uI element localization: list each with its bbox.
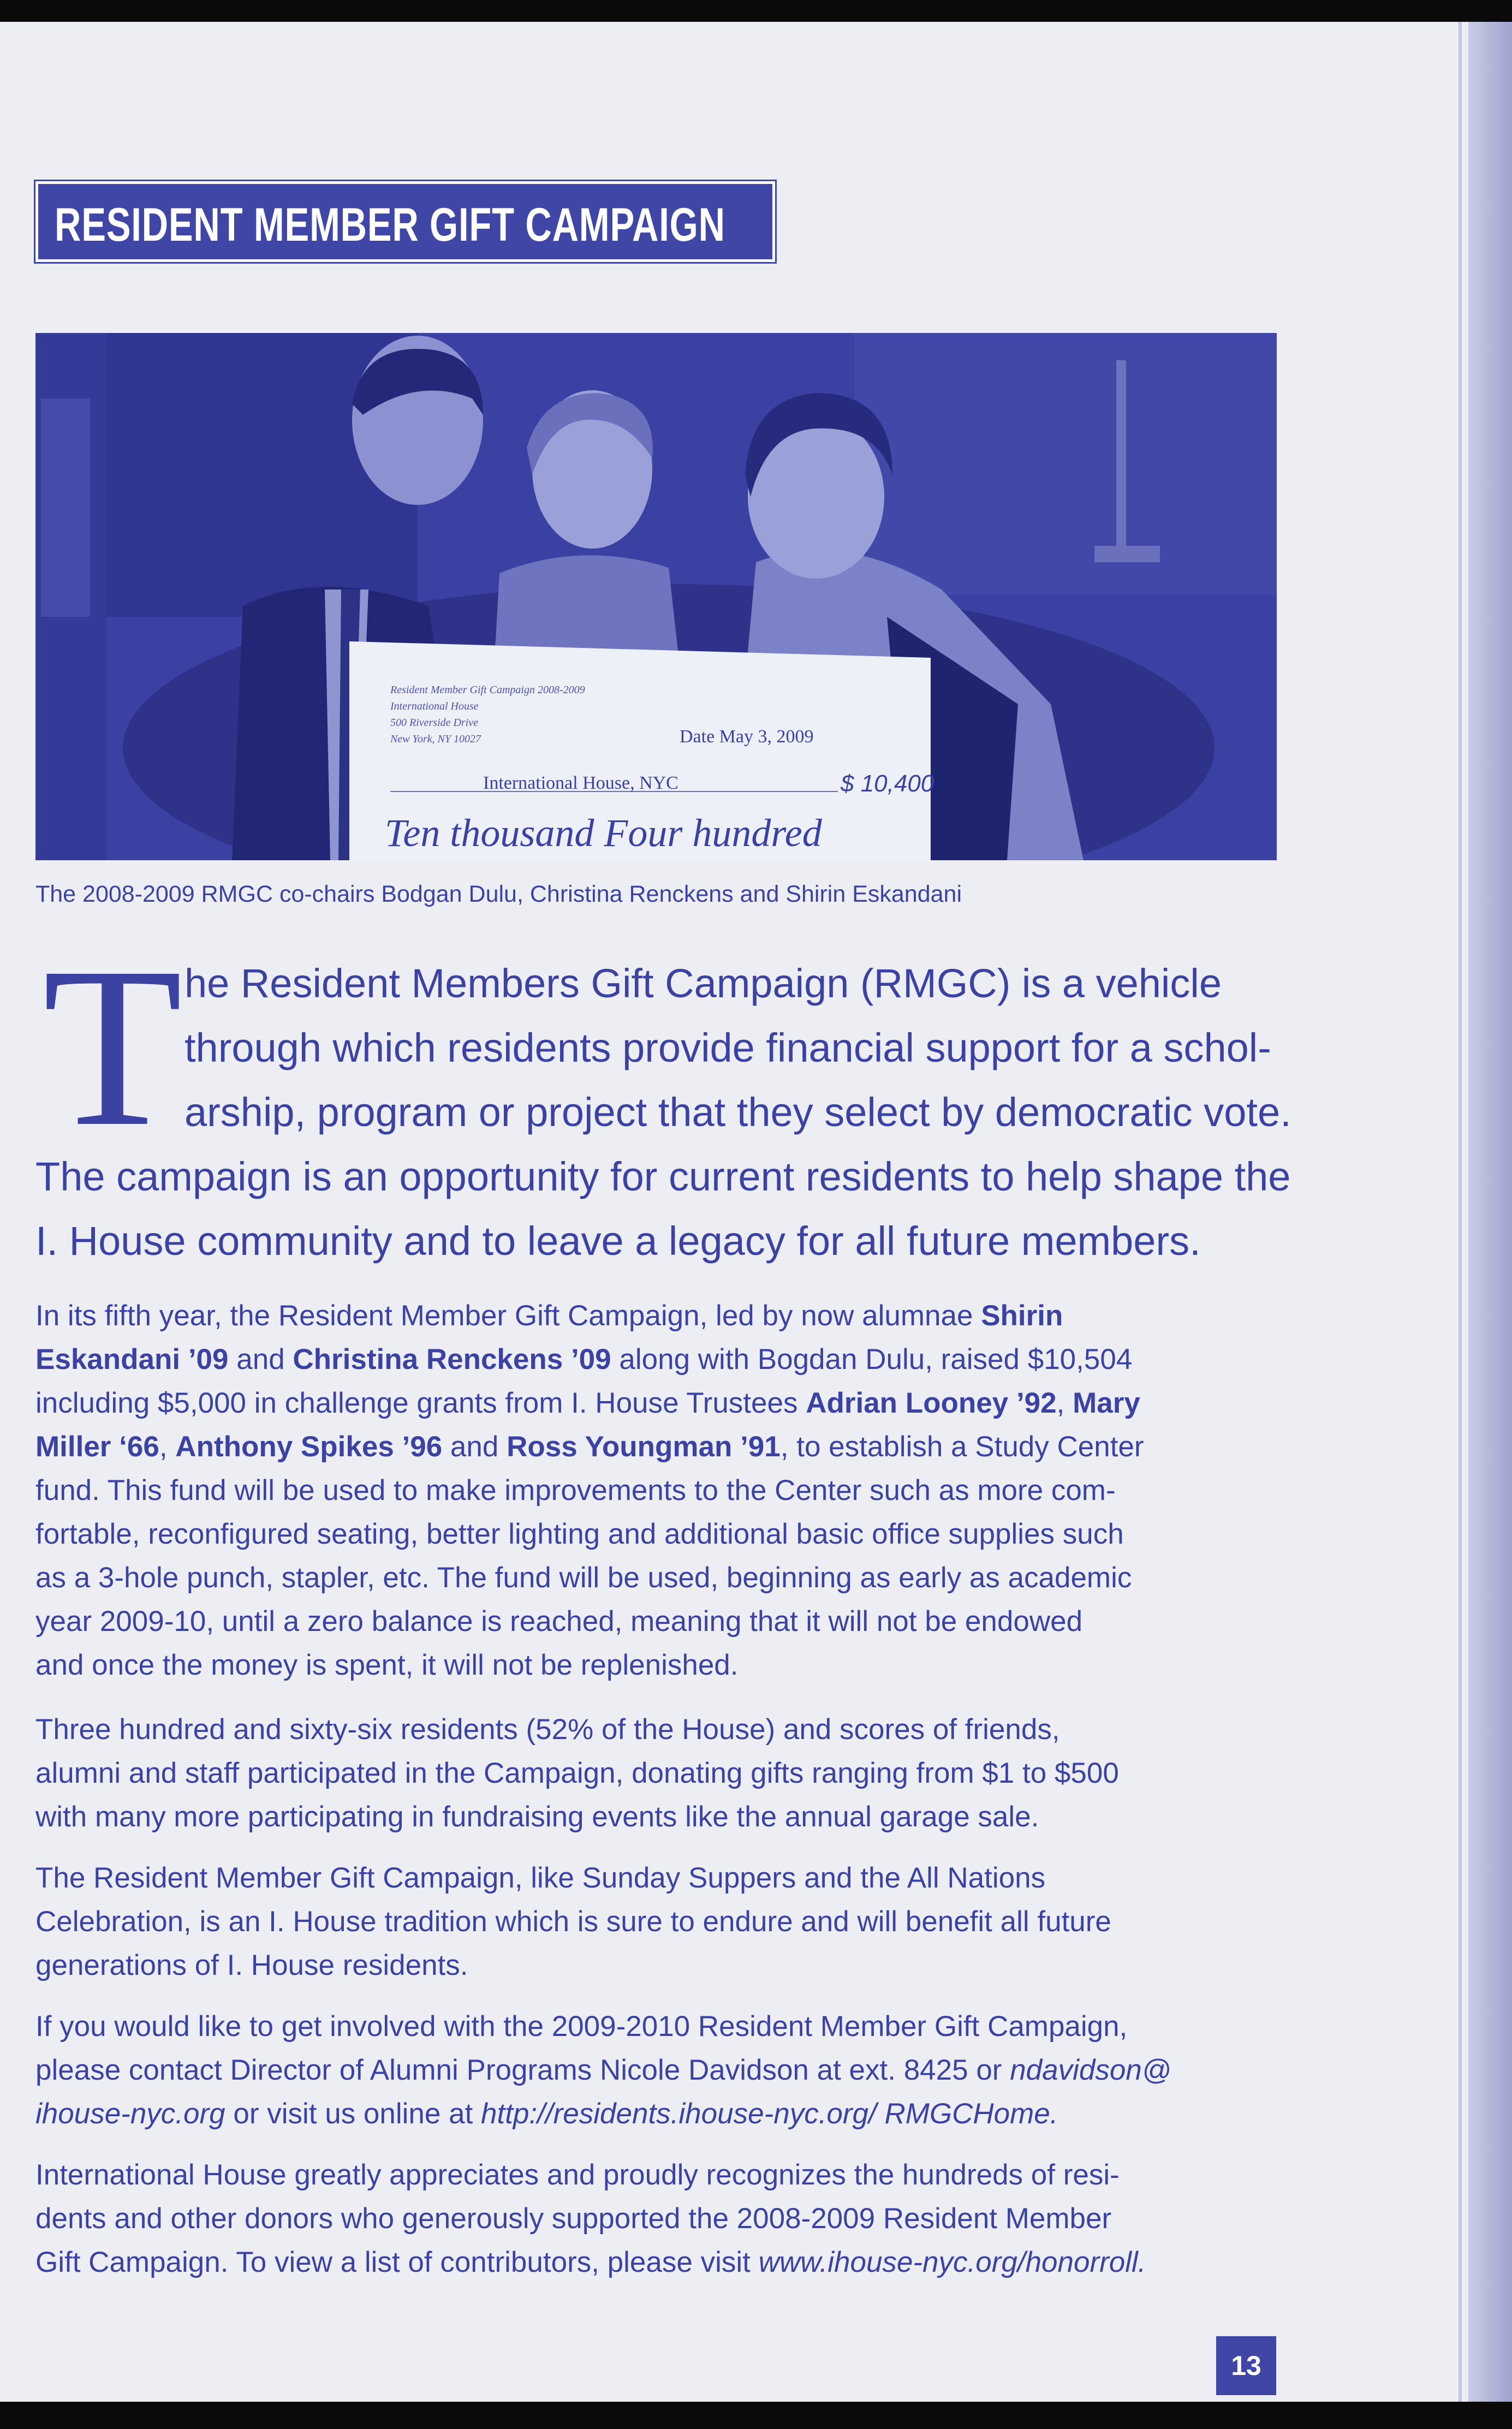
svg-text:500 Riverside Drive: 500 Riverside Drive	[390, 717, 479, 729]
text-line: If you would like to get involved with the 2009-2010 Resident Member Gift Campaign,	[35, 2010, 1128, 2043]
lead-line-3: arship, program or project that they select by democratic vote.	[184, 1090, 1291, 1135]
text-line: Three hundred and sixty-six residents (52% of the House) and scores of friends,	[35, 1713, 1060, 1746]
photo-illustration	[35, 333, 1277, 860]
text-line: Celebration, is an I. House tradition which is sure to endure and will benefit all future	[35, 1906, 1111, 1938]
text-line: as a 3-hole punch, stapler, etc. The fund will be used, beginning as early as academic	[35, 1562, 1132, 1594]
text-line: please contact Director of Alumni Programs Nicole Davidson at ext. 8425 or ndavidson@	[35, 2054, 1171, 2086]
text-line: year 2009-10, until a zero balance is reached, meaning that it will not be endowed	[35, 1605, 1083, 1638]
text-line: and once the money is spent, it will not be replenished.	[35, 1649, 739, 1681]
page-edge	[1468, 22, 1512, 2402]
section-header	[35, 181, 775, 262]
drop-cap: T	[43, 920, 183, 1174]
text-line: dents and other donors who generously supported the 2008-2009 Resident Member	[35, 2202, 1112, 2235]
svg-text:Resident Member Gift Campaign: Resident Member Gift Campaign 2008-2009	[390, 684, 585, 696]
lead-line-1: he Resident Members Gift Campaign (RMGC) is a vehicle	[184, 961, 1222, 1006]
text-line: Eskandani ’09 and Christina Renckens ’09 along with Bogdan Dulu, raised $10,504	[35, 1343, 1133, 1376]
svg-text:International House: International House	[390, 700, 479, 712]
text-line: The Resident Member Gift Campaign, like Sunday Suppers and the All Nations	[35, 1862, 1046, 1894]
check-written-amount: Ten thousand Four hundred	[385, 811, 822, 855]
email-link-domain[interactable]: ihouse-nyc.org	[35, 2098, 225, 2130]
check-date: Date May 3, 2009	[680, 727, 814, 747]
text-line: In its fifth year, the Resident Member Gift Campaign, led by now alumnae Shirin	[35, 1300, 1063, 1332]
text-line: Miller ‘66, Anthony Spikes ’96 and Ross Youngman ’91, to establish a Study Center	[35, 1431, 1144, 1463]
text-line: fortable, reconfigured seating, better lighting and additional basic office supplies such	[35, 1518, 1124, 1550]
text-line: alumni and staff participated in the Campaign, donating gifts ranging from $1 to $500	[35, 1757, 1119, 1789]
lead-line-5: I. House community and to leave a legacy for all future members.	[35, 1218, 1201, 1264]
text-line: fund. This fund will be used to make improvements to the Center such as more com-	[35, 1474, 1116, 1507]
check-amount: $ 10,400	[841, 770, 934, 797]
email-link[interactable]: ndavidson@	[1010, 2054, 1171, 2086]
text-line: ihouse-nyc.org or visit us online at http://residents.ihouse-nyc.org/ RMGCHome.	[35, 2098, 1058, 2130]
rmgc-web-link[interactable]: http://residents.ihouse-nyc.org/ RMGCHome.	[481, 2098, 1058, 2130]
magazine-page	[0, 22, 1468, 2402]
page-number: 13	[1216, 2336, 1276, 2395]
text-line: International House greatly appreciates and proudly recognizes the hundreds of resi-	[35, 2159, 1120, 2191]
text-line: Gift Campaign. To view a list of contributors, please visit www.ihouse-nyc.org/honorroll.	[35, 2246, 1146, 2278]
lead-line-4: The campaign is an opportunity for current residents to help shape the	[35, 1154, 1291, 1199]
honor-roll-link[interactable]: www.ihouse-nyc.org/honorroll.	[758, 2246, 1146, 2278]
check-payee: International House, NYC	[483, 773, 678, 793]
photo-caption: The 2008-2009 RMGC co-chairs Bodgan Dulu, Christina Renckens and Shirin Eskandani	[35, 881, 962, 907]
section-title: RESIDENT MEMBER GIFT CAMPAIGN	[55, 199, 725, 251]
lead-line-2: through which residents provide financial support for a schol-	[184, 1025, 1271, 1070]
group-photo	[35, 333, 1277, 860]
text-line: with many more participating in fundraising events like the annual garage sale.	[35, 1801, 1039, 1833]
svg-text:New York, NY 10027: New York, NY 10027	[390, 733, 481, 745]
text-line: generations of I. House residents.	[35, 1949, 468, 1981]
page-gutter-line	[1459, 22, 1462, 2402]
text-line: including $5,000 in challenge grants from I. House Trustees Adrian Looney ’92, Mary	[35, 1387, 1140, 1419]
